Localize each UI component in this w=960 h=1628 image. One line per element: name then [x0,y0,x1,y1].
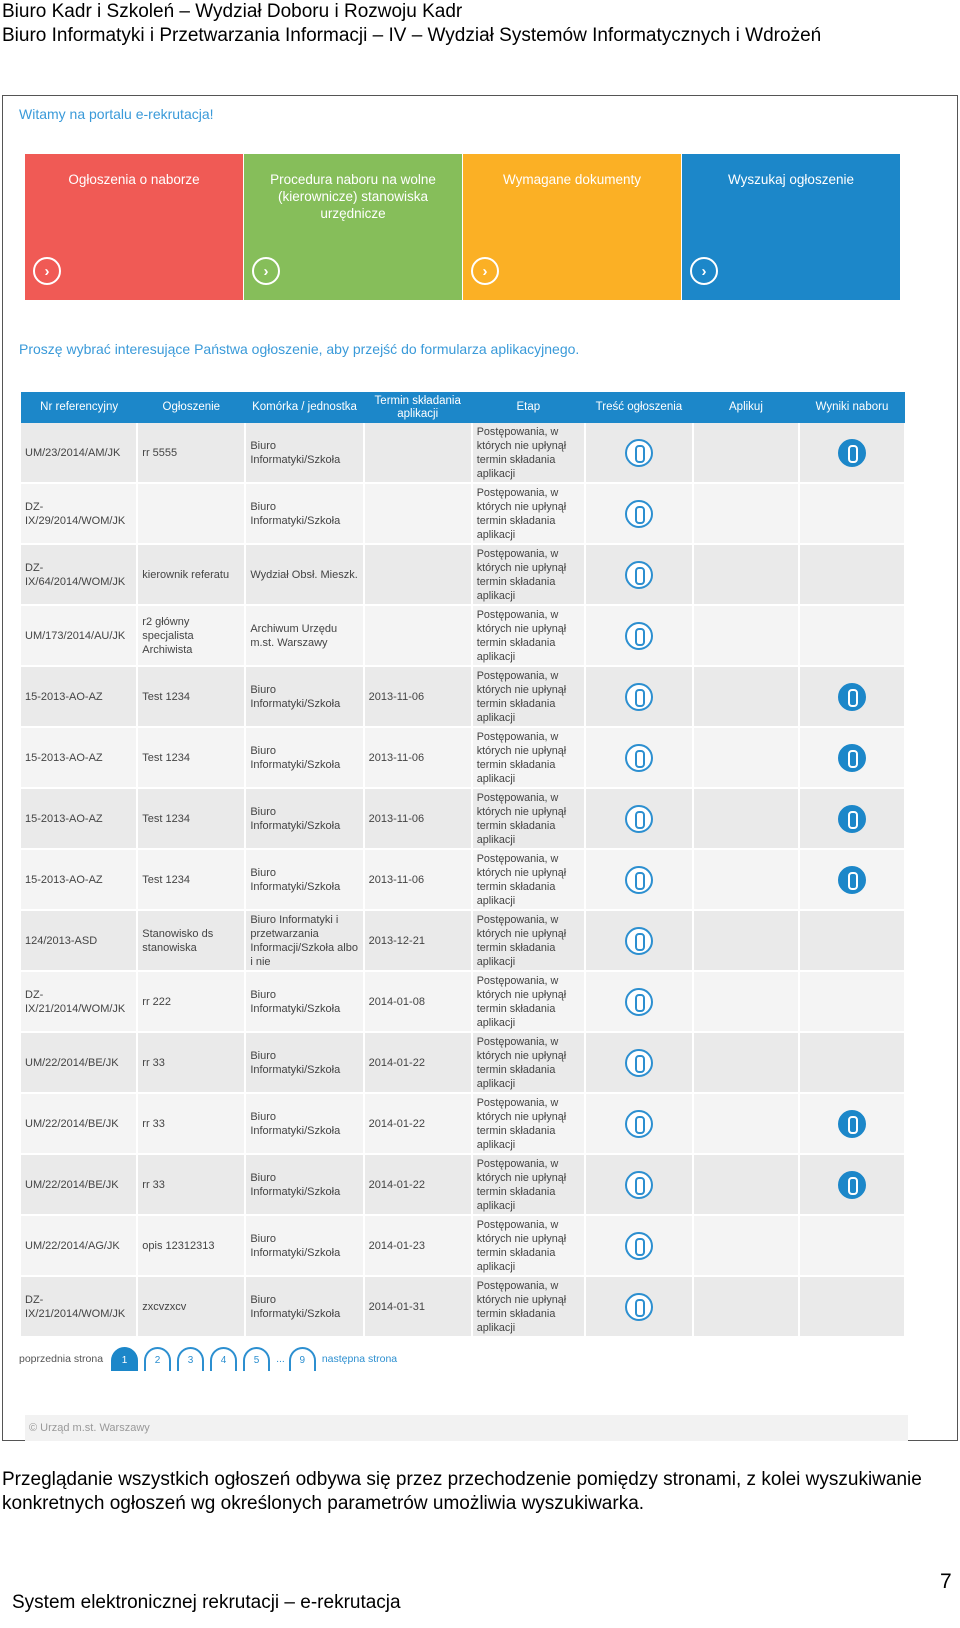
tile-label: Procedura naboru na wolne (kierownicze) stanowiska urzędnicze [270,172,436,221]
cell-results [799,727,905,788]
portal-screenshot [2,95,958,1441]
cell-unit: Biuro Informatyki/Szkoła [245,727,363,788]
cell-results [799,423,905,483]
header-apply[interactable]: Aplikuj [693,392,799,423]
cell-apply [693,423,799,483]
cell-content [585,849,693,910]
cell-title: Test 1234 [137,849,245,910]
cell-unit: Biuro Informatyki/Szkoła [245,483,363,544]
cell-content [585,1276,693,1337]
cell-stage: Postępowania, w których nie upłynął termin składania aplikacji [472,423,585,483]
table-row[interactable] [21,423,905,483]
next-page-link[interactable]: następna strona [321,1353,398,1365]
cell-unit: Biuro Informatyki/Szkoła [245,849,363,910]
cell-stage: Postępowania, w których nie upłynął termin składania aplikacji [472,1154,585,1215]
results-paperclip-icon[interactable] [838,439,866,467]
cell-deadline: 2013-11-06 [364,788,472,849]
cell-results [799,666,905,727]
cell-stage: Postępowania, w których nie upłynął termin składania aplikacji [472,483,585,544]
cell-apply [693,666,799,727]
cell-apply [693,849,799,910]
page-button-2[interactable]: 2 [144,1347,171,1371]
cell-unit: Biuro Informatyki/Szkoła [245,1215,363,1276]
cell-unit: Biuro Informatyki/Szkoła [245,1276,363,1337]
table-row[interactable] [21,971,905,1032]
cell-title: kierownik referatu [137,544,245,605]
paperclip-icon[interactable] [625,805,653,833]
paperclip-icon[interactable] [625,683,653,711]
table-row[interactable] [21,849,905,910]
cell-ref: DZ-IX/29/2014/WOM/JK [21,483,137,544]
header-unit[interactable]: Komórka / jednostka [245,392,363,423]
results-paperclip-icon[interactable] [838,744,866,772]
cell-content [585,423,693,483]
cell-unit: Biuro Informatyki/Szkoła [245,1032,363,1093]
cell-ref: 15-2013-AO-AZ [21,788,137,849]
table-row[interactable] [21,1032,905,1093]
cell-ref: DZ-IX/21/2014/WOM/JK [21,971,137,1032]
document-footer: System elektronicznej rekrutacji – e-rekrutacja [12,1592,401,1613]
page-button-1[interactable]: 1 [111,1347,138,1371]
cell-title: rr 5555 [137,423,245,483]
cell-ref: DZ-IX/64/2014/WOM/JK [21,544,137,605]
table-row[interactable] [21,1093,905,1154]
cell-results [799,1154,905,1215]
cell-deadline: 2014-01-22 [364,1154,472,1215]
header-content[interactable]: Treść ogłoszenia [585,392,693,423]
cell-apply [693,910,799,971]
cell-title [137,483,245,544]
cell-deadline [364,544,472,605]
cell-unit: Wydział Obsł. Mieszk. [245,544,363,605]
cell-stage: Postępowania, w których nie upłynął termin składania aplikacji [472,544,585,605]
paperclip-icon[interactable] [625,1171,653,1199]
prev-page-link[interactable]: poprzednia strona [19,1353,104,1365]
chevron-right-icon[interactable]: › [33,257,61,285]
chevron-right-icon[interactable]: › [252,257,280,285]
cell-unit: Biuro Informatyki/Szkoła [245,1154,363,1215]
tile-wyszukaj[interactable] [682,154,900,300]
cell-content [585,483,693,544]
cell-apply [693,971,799,1032]
document-header [2,0,821,48]
portal-footer: © Urząd m.st. Warszawy [25,1415,908,1441]
cell-title: Test 1234 [137,788,245,849]
cell-ref: UM/22/2014/BE/JK [21,1032,137,1093]
cell-results [799,788,905,849]
cell-unit: Biuro Informatyki/Szkoła [245,1093,363,1154]
page-number: 7 [940,1570,952,1593]
table-row[interactable] [21,788,905,849]
cell-title: rr 33 [137,1154,245,1215]
cell-deadline: 2014-01-23 [364,1215,472,1276]
cell-stage: Postępowania, w których nie upłynął termin składania aplikacji [472,788,585,849]
header-deadline[interactable]: Termin składania aplikacji [364,392,472,423]
cell-unit: Biuro Informatyki/Szkoła [245,666,363,727]
cell-title: Stanowisko ds stanowiska [137,910,245,971]
table-row[interactable] [21,910,905,971]
cell-ref: 15-2013-AO-AZ [21,849,137,910]
cell-ref: UM/23/2014/AM/JK [21,423,137,483]
cell-stage: Postępowania, w których nie upłynął termin składania aplikacji [472,849,585,910]
cell-ref: 15-2013-AO-AZ [21,666,137,727]
cell-results [799,544,905,605]
paperclip-icon[interactable] [625,744,653,772]
cell-apply [693,544,799,605]
cell-content [585,1032,693,1093]
header-title[interactable]: Ogłoszenie [137,392,245,423]
paperclip-icon[interactable] [625,988,653,1016]
tile-ogloszenia[interactable] [25,154,243,300]
cell-content [585,971,693,1032]
cell-ref: UM/22/2014/BE/JK [21,1093,137,1154]
cell-stage: Postępowania, w których nie upłynął termin składania aplikacji [472,666,585,727]
paperclip-icon[interactable] [625,866,653,894]
cell-title: r2 główny specjalista Archiwista [137,605,245,666]
paperclip-icon[interactable] [625,439,653,467]
cell-title: rr 222 [137,971,245,1032]
cell-apply [693,483,799,544]
cell-apply [693,727,799,788]
cell-results [799,1215,905,1276]
table-row[interactable] [21,1215,905,1276]
cell-apply [693,788,799,849]
cell-stage: Postępowania, w których nie upłynął termin składania aplikacji [472,1276,585,1337]
cell-ref: 124/2013-ASD [21,910,137,971]
cell-ref: UM/22/2014/BE/JK [21,1154,137,1215]
cell-unit: Biuro Informatyki i przetwarzania Informacji/Szkoła albo i nie [245,910,363,971]
tile-procedura[interactable] [244,154,462,300]
cell-content [585,1093,693,1154]
tile-label: Ogłoszenia o naborze [68,172,200,187]
cell-stage: Postępowania, w których nie upłynął termin składania aplikacji [472,1032,585,1093]
cell-results [799,1032,905,1093]
results-paperclip-icon[interactable] [838,683,866,711]
chevron-right-icon[interactable]: › [471,257,499,285]
cell-deadline [364,483,472,544]
table-row[interactable] [21,1154,905,1215]
cell-unit: Archiwum Urzędu m.st. Warszawy [245,605,363,666]
cell-stage: Postępowania, w których nie upłynął termin składania aplikacji [472,910,585,971]
cell-deadline: 2014-01-22 [364,1032,472,1093]
welcome-text: Witamy na portalu e-rekrutacja! [19,106,214,122]
page-button-last[interactable]: 9 [289,1347,316,1371]
cell-deadline [364,605,472,666]
caption-text: Przeglądanie wszystkich ogłoszeń odbywa się przez przechodzenie pomiędzy stronami, z kolei wyszukiwanie konkretnych ogłoszeń wg określonych parametrów umożliwia wyszukiwarka. [2,1469,922,1514]
paperclip-icon[interactable] [625,927,653,955]
job-offers-table [21,392,906,1338]
cell-title: Test 1234 [137,666,245,727]
header-line-2: Biuro Informatyki i Przetwarzania Informacji – IV – Wydział Systemów Informatycznych i Wdrożeń [2,25,822,46]
cell-apply [693,1276,799,1337]
tile-dokumenty[interactable] [463,154,681,300]
cell-results [799,1093,905,1154]
cell-ref: UM/22/2014/AG/JK [21,1215,137,1276]
instruction-text: Proszę wybrać interesujące Państwa ogłoszenie, aby przejść do formularza aplikacyjnego. [19,341,580,357]
paperclip-icon[interactable] [625,561,653,589]
cell-apply [693,1093,799,1154]
paperclip-icon[interactable] [625,1293,653,1321]
cell-unit: Biuro Informatyki/Szkoła [245,788,363,849]
pagination [19,1346,397,1372]
cell-content [585,544,693,605]
cell-apply [693,1032,799,1093]
page-button-4[interactable]: 4 [210,1347,237,1371]
table-body [21,423,905,1337]
cell-stage: Postępowania, w których nie upłynął termin składania aplikacji [472,1093,585,1154]
cell-deadline: 2013-11-06 [364,727,472,788]
results-paperclip-icon[interactable] [838,805,866,833]
paperclip-icon[interactable] [625,1232,653,1260]
paperclip-icon[interactable] [625,1049,653,1077]
cell-content [585,788,693,849]
table-row[interactable] [21,727,905,788]
cell-results [799,1276,905,1337]
header-results[interactable]: Wyniki naboru [799,392,905,423]
table-header-row [21,392,905,423]
header-line-1: Biuro Kadr i Szkoleń – Wydział Doboru i Rozwoju Kadr [2,1,463,22]
cell-apply [693,1154,799,1215]
cell-stage: Postępowania, w których nie upłynął termin składania aplikacji [472,727,585,788]
cell-results [799,483,905,544]
cell-deadline: 2014-01-31 [364,1276,472,1337]
cell-content [585,727,693,788]
table-row[interactable] [21,483,905,544]
table-row[interactable] [21,1276,905,1337]
cell-deadline: 2014-01-22 [364,1093,472,1154]
paperclip-icon[interactable] [625,1110,653,1138]
cell-deadline: 2014-01-08 [364,971,472,1032]
page-button-5[interactable]: 5 [243,1347,270,1371]
cell-deadline [364,423,472,483]
cell-results [799,971,905,1032]
cell-content [585,605,693,666]
cell-results [799,605,905,666]
table-row[interactable] [21,605,905,666]
cell-apply [693,1215,799,1276]
table-row[interactable] [21,544,905,605]
cell-title: Test 1234 [137,727,245,788]
cell-unit: Biuro Informatyki/Szkoła [245,423,363,483]
page-button-3[interactable]: 3 [177,1347,204,1371]
cell-content [585,1154,693,1215]
tile-label: Wymagane dokumenty [503,172,641,187]
cell-stage: Postępowania, w których nie upłynął termin składania aplikacji [472,605,585,666]
cell-deadline: 2013-11-06 [364,849,472,910]
cell-apply [693,605,799,666]
pagination-ellipsis: ... [276,1353,285,1365]
cell-title: rr 33 [137,1093,245,1154]
table-row[interactable] [21,666,905,727]
tile-label: Wyszukaj ogłoszenie [728,172,854,187]
cell-title: rr 33 [137,1032,245,1093]
header-ref[interactable]: Nr referencyjny [21,392,137,423]
cell-content [585,910,693,971]
cell-title: opis 12312313 [137,1215,245,1276]
paperclip-icon[interactable] [625,622,653,650]
cell-results [799,849,905,910]
header-stage[interactable]: Etap [472,392,585,423]
cell-stage: Postępowania, w których nie upłynął termin składania aplikacji [472,971,585,1032]
cell-ref: 15-2013-AO-AZ [21,727,137,788]
cell-unit: Biuro Informatyki/Szkoła [245,971,363,1032]
chevron-right-icon[interactable]: › [690,257,718,285]
cell-ref: UM/173/2014/AU/JK [21,605,137,666]
cell-content [585,666,693,727]
cell-results [799,910,905,971]
cell-content [585,1215,693,1276]
cell-title: zxcvzxcv [137,1276,245,1337]
cell-ref: DZ-IX/21/2014/WOM/JK [21,1276,137,1337]
cell-deadline: 2013-11-06 [364,666,472,727]
cell-stage: Postępowania, w których nie upłynął termin składania aplikacji [472,1215,585,1276]
paperclip-icon[interactable] [625,500,653,528]
results-paperclip-icon[interactable] [838,1110,866,1138]
results-paperclip-icon[interactable] [838,1171,866,1199]
cell-deadline: 2013-12-21 [364,910,472,971]
results-paperclip-icon[interactable] [838,866,866,894]
